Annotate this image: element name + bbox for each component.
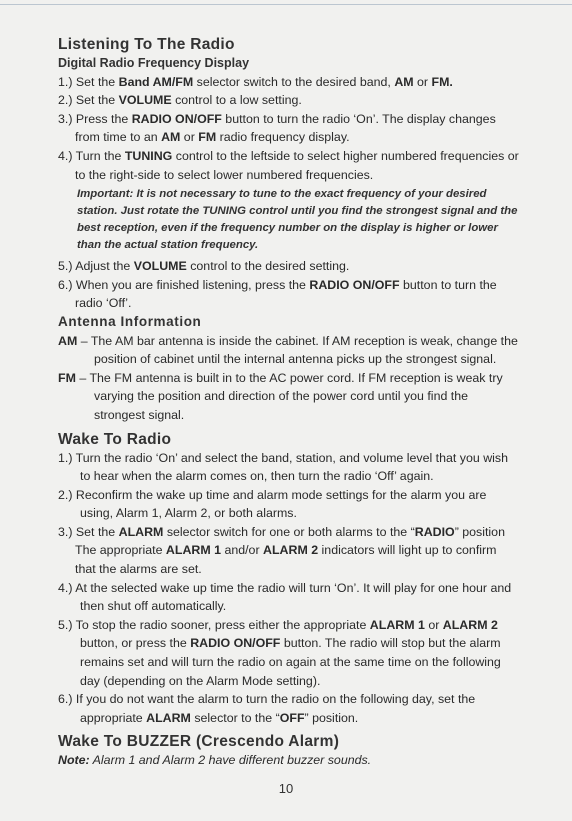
- wake-radio-step-6: 6.) If you do not want the alarm to turn the radio on the following day, set the appropriate ALARM selector to the “OFF” position.: [58, 692, 476, 725]
- listening-step-4: 4.) Turn the TUNING control to the leftside to select higher numbered frequencies or to the right-side to select lower numbered frequencies.: [58, 148, 519, 182]
- section-title-antenna: Antenna Information: [58, 313, 202, 329]
- listening-step-2: 2.) Set the VOLUME control to a low setting.: [58, 93, 302, 108]
- antenna-fm: FM – The FM antenna is built in to the AC power cord. If FM reception is weak try varying the position and direction of the power cord until you find the strongest signal.: [58, 370, 503, 422]
- listening-step-5: 5.) Adjust the VOLUME control to the desired setting.: [58, 259, 350, 274]
- important-note: Important: It is not necessary to tune to the exact frequency of your desired station. Just rotate the TUNING control until you find the strongest signal and the best reception, even if the frequency number on the display is higher or lower than the actual station frequency.: [77, 188, 518, 252]
- wake-radio-step-5: 5.) To stop the radio sooner, press either the appropriate ALARM 1 or ALARM 2 button, or press the RADIO ON/OFF button. The radio will stop but the alarm remains set and will turn the radio on again at the same time on the following day (depending on the Alarm Mode setting).: [58, 617, 501, 688]
- antenna-am: AM – The AM bar antenna is inside the cabinet. If AM reception is weak, change the position of cabinet until the internal antenna picks up the strongest signal.: [58, 333, 518, 367]
- wake-radio-step-4: 4.) At the selected wake up time the radio will turn ‘On’. It will play for one hour and then shut off automatically.: [58, 580, 512, 614]
- listening-step-3: 3.) Press the RADIO ON/OFF button to turn the radio ‘On’. The display changes from time to an AM or FM radio frequency display.: [58, 111, 496, 145]
- section-title-listening: Listening To The Radio: [58, 36, 235, 53]
- section-title-wake-buzzer: Wake To BUZZER (Crescendo Alarm): [58, 733, 340, 751]
- subtitle-frequency-display: Digital Radio Frequency Display: [58, 56, 250, 70]
- listening-step-6: 6.) When you are finished listening, press the RADIO ON/OFF button to turn the radio ‘Off’.: [58, 277, 497, 311]
- manual-page: [58, 36, 520, 770]
- buzzer-note: Note: Alarm 1 and Alarm 2 have different buzzer sounds.: [58, 753, 372, 768]
- section-title-wake-radio: Wake To Radio: [58, 430, 172, 448]
- wake-radio-step-2: 2.) Reconfirm the wake up time and alarm mode settings for the alarm you are using, Alarm 1, Alarm 2, or both alarms.: [58, 487, 487, 521]
- wake-radio-step-3: 3.) Set the ALARM selector switch for one or both alarms to the “RADIO” position The appropriate ALARM 1 and/or ALARM 2 indicators will light up to confirm that the alarms are set.: [58, 524, 505, 577]
- top-border: [0, 4, 572, 5]
- wake-radio-step-1: 1.) Turn the radio ‘On’ and select the band, station, and volume level that you wish to hear when the alarm comes on, then turn the radio ‘Off’ again.: [58, 450, 508, 484]
- page-number: 10: [278, 781, 294, 796]
- listening-step-1: 1.) Set the Band AM/FM selector switch to the desired band, AM or FM.: [58, 74, 453, 89]
